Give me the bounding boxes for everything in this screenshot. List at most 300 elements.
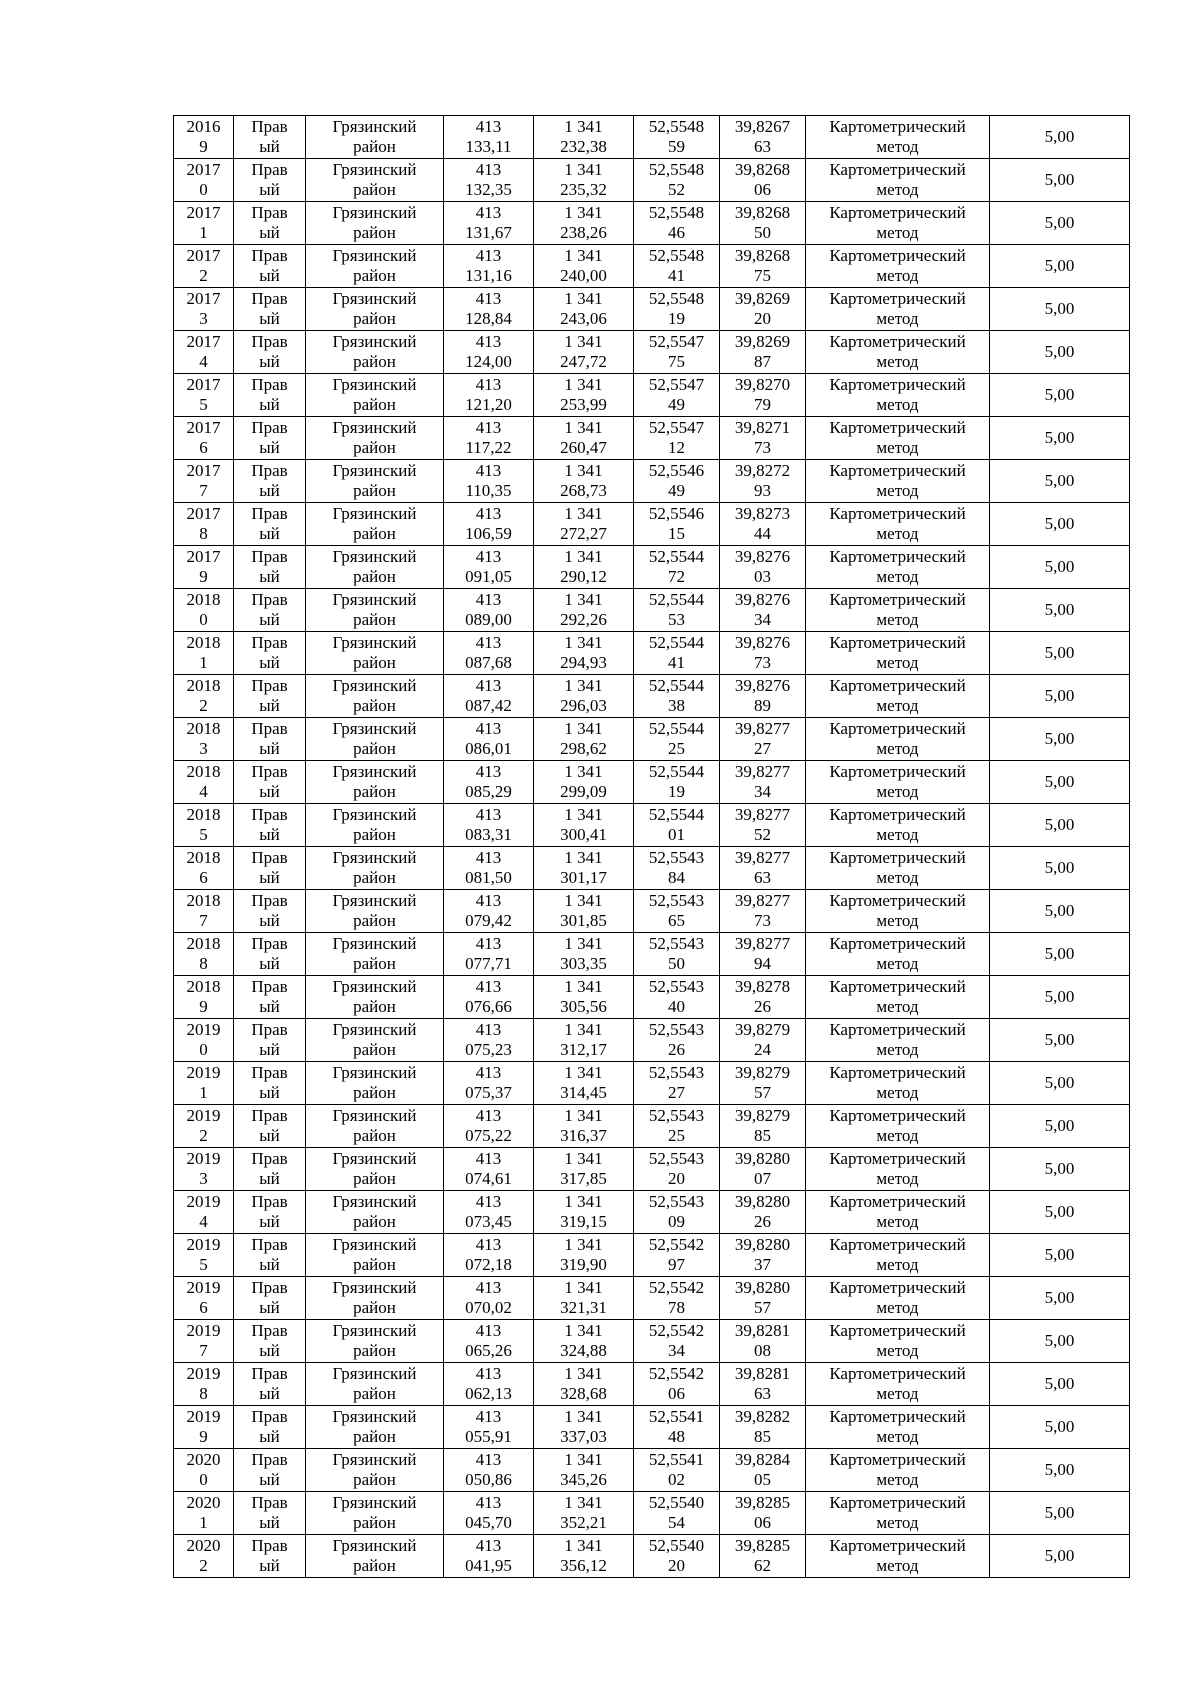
x-coordinate-line: 413 (475, 1536, 502, 1555)
accuracy-cell: 5,00 (990, 761, 1130, 804)
district-line: район (353, 1083, 396, 1102)
point-number-cell (174, 847, 234, 890)
bank-side-cell (234, 976, 306, 1019)
accuracy-cell: 5,00 (990, 374, 1130, 417)
district-line: район (353, 739, 396, 758)
district-cell (306, 933, 444, 976)
y-coordinate-cell (534, 159, 634, 202)
point-number-line: 2017 (186, 547, 221, 566)
point-number-line: 2020 (186, 1536, 221, 1555)
latitude-line: 25 (668, 1126, 685, 1145)
method-line: метод (876, 1513, 919, 1532)
latitude-cell (634, 417, 720, 460)
district-cell (306, 1234, 444, 1277)
table-row (174, 632, 1130, 675)
x-coordinate-cell (444, 761, 534, 804)
method-cell (806, 460, 990, 503)
y-coordinate-line: 238,26 (560, 223, 607, 242)
bank-side-cell (234, 288, 306, 331)
method-line: метод (876, 180, 919, 199)
accuracy-cell: 5,00 (990, 245, 1130, 288)
x-coordinate-cell (444, 1234, 534, 1277)
bank-side-cell (234, 116, 306, 159)
point-number-line: 2 (199, 1126, 208, 1145)
method-line: Картометрический (829, 1063, 966, 1082)
point-number-line: 2019 (186, 1149, 221, 1168)
method-line: Картометрический (829, 289, 966, 308)
method-cell (806, 1148, 990, 1191)
bank-side-cell (234, 331, 306, 374)
x-coordinate-line: 083,31 (465, 825, 512, 844)
longitude-line: 39,8279 (734, 1063, 791, 1082)
bank-side-line: Прав (251, 1020, 288, 1039)
method-line: Картометрический (829, 1020, 966, 1039)
longitude-line: 24 (754, 1040, 771, 1059)
table-row (174, 1105, 1130, 1148)
point-number-cell (174, 202, 234, 245)
table-row (174, 460, 1130, 503)
y-coordinate-line: 301,85 (560, 911, 607, 930)
bank-side-line: Прав (251, 676, 288, 695)
latitude-line: 52,5542 (648, 1278, 705, 1297)
table-row (174, 1406, 1130, 1449)
bank-side-cell (234, 417, 306, 460)
table-row (174, 1277, 1130, 1320)
x-coordinate-line: 050,86 (465, 1470, 512, 1489)
district-line: Грязинский (332, 160, 417, 179)
latitude-cell (634, 1449, 720, 1492)
district-line: район (353, 610, 396, 629)
bank-side-line: ый (259, 1255, 280, 1274)
bank-side-line: Прав (251, 762, 288, 781)
method-cell (806, 675, 990, 718)
x-coordinate-cell (444, 331, 534, 374)
x-coordinate-line: 413 (475, 461, 502, 480)
method-cell (806, 1277, 990, 1320)
x-coordinate-line: 413 (475, 762, 502, 781)
longitude-cell (720, 245, 806, 288)
x-coordinate-line: 413 (475, 676, 502, 695)
longitude-line: 85 (754, 1126, 771, 1145)
bank-side-cell (234, 1363, 306, 1406)
district-line: район (353, 180, 396, 199)
point-number-line: 2016 (186, 117, 221, 136)
y-coordinate-cell (534, 847, 634, 890)
x-coordinate-line: 110,35 (465, 481, 512, 500)
method-line: метод (876, 610, 919, 629)
latitude-cell (634, 976, 720, 1019)
y-coordinate-line: 1 341 (564, 719, 603, 738)
point-number-line: 8 (199, 954, 208, 973)
latitude-line: 52,5543 (648, 934, 705, 953)
latitude-line: 52,5544 (648, 762, 705, 781)
accuracy-cell: 5,00 (990, 1019, 1130, 1062)
y-coordinate-line: 1 341 (564, 1536, 603, 1555)
point-number-cell (174, 1320, 234, 1363)
district-line: район (353, 696, 396, 715)
y-coordinate-line: 292,26 (560, 610, 607, 629)
method-cell (806, 417, 990, 460)
bank-side-line: Прав (251, 375, 288, 394)
x-coordinate-line: 076,66 (465, 997, 512, 1016)
point-number-cell (174, 116, 234, 159)
district-line: район (353, 1470, 396, 1489)
longitude-line: 39,8272 (734, 461, 791, 480)
y-coordinate-line: 1 341 (564, 203, 603, 222)
y-coordinate-line: 298,62 (560, 739, 607, 758)
table-row (174, 589, 1130, 632)
method-cell (806, 546, 990, 589)
district-line: Грязинский (332, 848, 417, 867)
point-number-line: 2020 (186, 1450, 221, 1469)
y-coordinate-line: 1 341 (564, 160, 603, 179)
point-number-line: 2 (199, 696, 208, 715)
latitude-cell (634, 546, 720, 589)
y-coordinate-cell (534, 1320, 634, 1363)
point-number-cell (174, 976, 234, 1019)
y-coordinate-line: 1 341 (564, 418, 603, 437)
district-line: район (353, 1298, 396, 1317)
district-cell (306, 718, 444, 761)
longitude-cell (720, 1320, 806, 1363)
longitude-cell (720, 675, 806, 718)
bank-side-cell (234, 1535, 306, 1578)
bank-side-line: ый (259, 223, 280, 242)
y-coordinate-line: 1 341 (564, 848, 603, 867)
x-coordinate-cell (444, 1406, 534, 1449)
latitude-cell (634, 288, 720, 331)
latitude-line: 52,5543 (648, 1149, 705, 1168)
point-number-line: 2019 (186, 1364, 221, 1383)
method-line: метод (876, 481, 919, 500)
district-cell (306, 1320, 444, 1363)
bank-side-line: ый (259, 739, 280, 758)
x-coordinate-line: 081,50 (465, 868, 512, 887)
latitude-line: 41 (668, 266, 685, 285)
method-line: Картометрический (829, 762, 966, 781)
latitude-line: 46 (668, 223, 685, 242)
district-cell (306, 976, 444, 1019)
method-line: Картометрический (829, 1149, 966, 1168)
longitude-line: 39,8282 (734, 1407, 791, 1426)
bank-side-cell (234, 675, 306, 718)
point-number-line: 9 (199, 137, 208, 156)
point-number-cell (174, 890, 234, 933)
x-coordinate-line: 413 (475, 633, 502, 652)
point-number-line: 4 (199, 782, 208, 801)
latitude-line: 19 (668, 309, 685, 328)
accuracy-cell: 5,00 (990, 1363, 1130, 1406)
bank-side-cell (234, 374, 306, 417)
method-cell (806, 632, 990, 675)
accuracy-cell: 5,00 (990, 1105, 1130, 1148)
point-number-cell (174, 1148, 234, 1191)
x-coordinate-line: 077,71 (465, 954, 512, 973)
y-coordinate-line: 319,15 (560, 1212, 607, 1231)
bank-side-line: ый (259, 610, 280, 629)
method-cell (806, 761, 990, 804)
bank-side-line: ый (259, 997, 280, 1016)
district-cell (306, 589, 444, 632)
method-line: метод (876, 1083, 919, 1102)
bank-side-line: ый (259, 1341, 280, 1360)
latitude-line: 52,5546 (648, 504, 705, 523)
method-cell (806, 1363, 990, 1406)
point-number-cell (174, 632, 234, 675)
longitude-cell (720, 632, 806, 675)
method-cell (806, 1449, 990, 1492)
longitude-cell (720, 1363, 806, 1406)
district-line: Грязинский (332, 1235, 417, 1254)
point-number-line: 2017 (186, 375, 221, 394)
longitude-cell (720, 460, 806, 503)
y-coordinate-line: 253,99 (560, 395, 607, 414)
latitude-cell (634, 159, 720, 202)
district-line: район (353, 137, 396, 156)
point-number-line: 2020 (186, 1493, 221, 1512)
longitude-line: 39,8276 (734, 676, 791, 695)
point-number-line: 2018 (186, 977, 221, 996)
latitude-line: 52,5544 (648, 633, 705, 652)
bank-side-line: Прав (251, 1450, 288, 1469)
bank-side-line: ый (259, 911, 280, 930)
district-line: Грязинский (332, 1020, 417, 1039)
method-line: Картометрический (829, 504, 966, 523)
district-line: Грязинский (332, 1278, 417, 1297)
point-number-line: 2018 (186, 805, 221, 824)
x-coordinate-line: 065,26 (465, 1341, 512, 1360)
point-number-cell (174, 1492, 234, 1535)
latitude-cell (634, 1019, 720, 1062)
y-coordinate-line: 1 341 (564, 1278, 603, 1297)
x-coordinate-cell (444, 589, 534, 632)
district-cell (306, 890, 444, 933)
latitude-line: 34 (668, 1341, 685, 1360)
bank-side-line: Прав (251, 1321, 288, 1340)
longitude-line: 57 (754, 1083, 771, 1102)
x-coordinate-line: 413 (475, 289, 502, 308)
x-coordinate-line: 074,61 (465, 1169, 512, 1188)
x-coordinate-line: 413 (475, 1364, 502, 1383)
x-coordinate-line: 413 (475, 805, 502, 824)
x-coordinate-cell (444, 202, 534, 245)
x-coordinate-line: 413 (475, 1407, 502, 1426)
longitude-line: 39,8279 (734, 1106, 791, 1125)
district-line: Грязинский (332, 1450, 417, 1469)
method-line: Картометрический (829, 1106, 966, 1125)
y-coordinate-cell (534, 804, 634, 847)
latitude-line: 52,5543 (648, 1063, 705, 1082)
district-line: Грязинский (332, 203, 417, 222)
y-coordinate-line: 1 341 (564, 1063, 603, 1082)
method-line: метод (876, 352, 919, 371)
y-coordinate-line: 1 341 (564, 1450, 603, 1469)
y-coordinate-line: 1 341 (564, 1020, 603, 1039)
bank-side-line: ый (259, 1126, 280, 1145)
method-line: метод (876, 653, 919, 672)
y-coordinate-cell (534, 1019, 634, 1062)
y-coordinate-cell (534, 675, 634, 718)
method-line: Картометрический (829, 375, 966, 394)
method-line: метод (876, 954, 919, 973)
point-number-line: 0 (199, 180, 208, 199)
longitude-line: 39,8277 (734, 934, 791, 953)
district-line: район (353, 567, 396, 586)
bank-side-line: ый (259, 782, 280, 801)
bank-side-line: ый (259, 524, 280, 543)
y-coordinate-line: 1 341 (564, 1192, 603, 1211)
point-number-line: 0 (199, 1040, 208, 1059)
x-coordinate-line: 413 (475, 1450, 502, 1469)
latitude-line: 53 (668, 610, 685, 629)
point-number-line: 5 (199, 395, 208, 414)
point-number-line: 3 (199, 739, 208, 758)
x-coordinate-line: 413 (475, 934, 502, 953)
district-line: район (353, 1341, 396, 1360)
x-coordinate-line: 075,23 (465, 1040, 512, 1059)
longitude-line: 06 (754, 180, 771, 199)
latitude-line: 52,5547 (648, 332, 705, 351)
longitude-line: 39,8279 (734, 1020, 791, 1039)
latitude-cell (634, 1234, 720, 1277)
method-line: метод (876, 997, 919, 1016)
longitude-line: 20 (754, 309, 771, 328)
bank-side-cell (234, 718, 306, 761)
table-row (174, 933, 1130, 976)
district-cell (306, 847, 444, 890)
point-number-cell (174, 1062, 234, 1105)
longitude-cell (720, 1105, 806, 1148)
y-coordinate-line: 1 341 (564, 1235, 603, 1254)
district-cell (306, 1535, 444, 1578)
latitude-line: 52,5540 (648, 1536, 705, 1555)
method-line: Картометрический (829, 203, 966, 222)
point-number-line: 2 (199, 1556, 208, 1575)
latitude-line: 49 (668, 481, 685, 500)
longitude-line: 73 (754, 911, 771, 930)
accuracy-cell: 5,00 (990, 933, 1130, 976)
district-line: Грязинский (332, 332, 417, 351)
x-coordinate-line: 045,70 (465, 1513, 512, 1532)
latitude-cell (634, 589, 720, 632)
y-coordinate-line: 300,41 (560, 825, 607, 844)
y-coordinate-cell (534, 460, 634, 503)
method-cell (806, 1320, 990, 1363)
x-coordinate-line: 133,11 (465, 137, 512, 156)
method-line: Картометрический (829, 332, 966, 351)
latitude-line: 50 (668, 954, 685, 973)
method-cell (806, 1191, 990, 1234)
district-cell (306, 288, 444, 331)
y-coordinate-line: 1 341 (564, 1493, 603, 1512)
longitude-line: 06 (754, 1513, 771, 1532)
district-cell (306, 116, 444, 159)
y-coordinate-line: 316,37 (560, 1126, 607, 1145)
point-number-line: 8 (199, 524, 208, 543)
longitude-line: 03 (754, 567, 771, 586)
district-line: район (353, 1513, 396, 1532)
table-row (174, 804, 1130, 847)
district-line: район (353, 395, 396, 414)
latitude-line: 52,5542 (648, 1321, 705, 1340)
y-coordinate-cell (534, 331, 634, 374)
longitude-line: 39,8280 (734, 1235, 791, 1254)
accuracy-cell: 5,00 (990, 718, 1130, 761)
accuracy-cell: 5,00 (990, 890, 1130, 933)
longitude-cell (720, 1062, 806, 1105)
district-cell (306, 1191, 444, 1234)
y-coordinate-line: 301,17 (560, 868, 607, 887)
method-cell (806, 1535, 990, 1578)
bank-side-line: Прав (251, 1063, 288, 1082)
district-cell (306, 546, 444, 589)
table-body (174, 116, 1130, 1578)
latitude-line: 48 (668, 1427, 685, 1446)
y-coordinate-cell (534, 890, 634, 933)
bank-side-line: Прав (251, 160, 288, 179)
y-coordinate-line: 303,35 (560, 954, 607, 973)
point-number-line: 2017 (186, 203, 221, 222)
method-line: метод (876, 868, 919, 887)
point-number-cell (174, 417, 234, 460)
longitude-cell (720, 718, 806, 761)
point-number-cell (174, 503, 234, 546)
point-number-cell (174, 288, 234, 331)
x-coordinate-line: 075,22 (465, 1126, 512, 1145)
longitude-line: 39,8278 (734, 977, 791, 996)
point-number-line: 2017 (186, 461, 221, 480)
method-cell (806, 1406, 990, 1449)
bank-side-line: ый (259, 954, 280, 973)
point-number-line: 2018 (186, 633, 221, 652)
longitude-line: 39,8267 (734, 117, 791, 136)
bank-side-line: ый (259, 1169, 280, 1188)
x-coordinate-line: 413 (475, 332, 502, 351)
latitude-line: 12 (668, 438, 685, 457)
longitude-line: 39,8277 (734, 805, 791, 824)
y-coordinate-line: 268,73 (560, 481, 607, 500)
bank-side-cell (234, 632, 306, 675)
district-cell (306, 675, 444, 718)
district-line: Грязинский (332, 719, 417, 738)
method-line: Картометрический (829, 590, 966, 609)
longitude-line: 07 (754, 1169, 771, 1188)
latitude-line: 52,5544 (648, 805, 705, 824)
latitude-line: 54 (668, 1513, 685, 1532)
longitude-line: 05 (754, 1470, 771, 1489)
bank-side-cell (234, 933, 306, 976)
x-coordinate-cell (444, 718, 534, 761)
longitude-cell (720, 331, 806, 374)
y-coordinate-cell (534, 1191, 634, 1234)
latitude-line: 06 (668, 1384, 685, 1403)
y-coordinate-cell (534, 1535, 634, 1578)
point-number-cell (174, 1277, 234, 1320)
method-line: Картометрический (829, 246, 966, 265)
y-coordinate-line: 1 341 (564, 805, 603, 824)
district-line: район (353, 868, 396, 887)
point-number-line: 2018 (186, 719, 221, 738)
accuracy-cell: 5,00 (990, 632, 1130, 675)
accuracy-cell: 5,00 (990, 1449, 1130, 1492)
bank-side-line: Прав (251, 1278, 288, 1297)
y-coordinate-line: 314,45 (560, 1083, 607, 1102)
district-line: район (353, 438, 396, 457)
longitude-cell (720, 847, 806, 890)
bank-side-line: ый (259, 868, 280, 887)
point-number-cell (174, 460, 234, 503)
accuracy-cell: 5,00 (990, 202, 1130, 245)
